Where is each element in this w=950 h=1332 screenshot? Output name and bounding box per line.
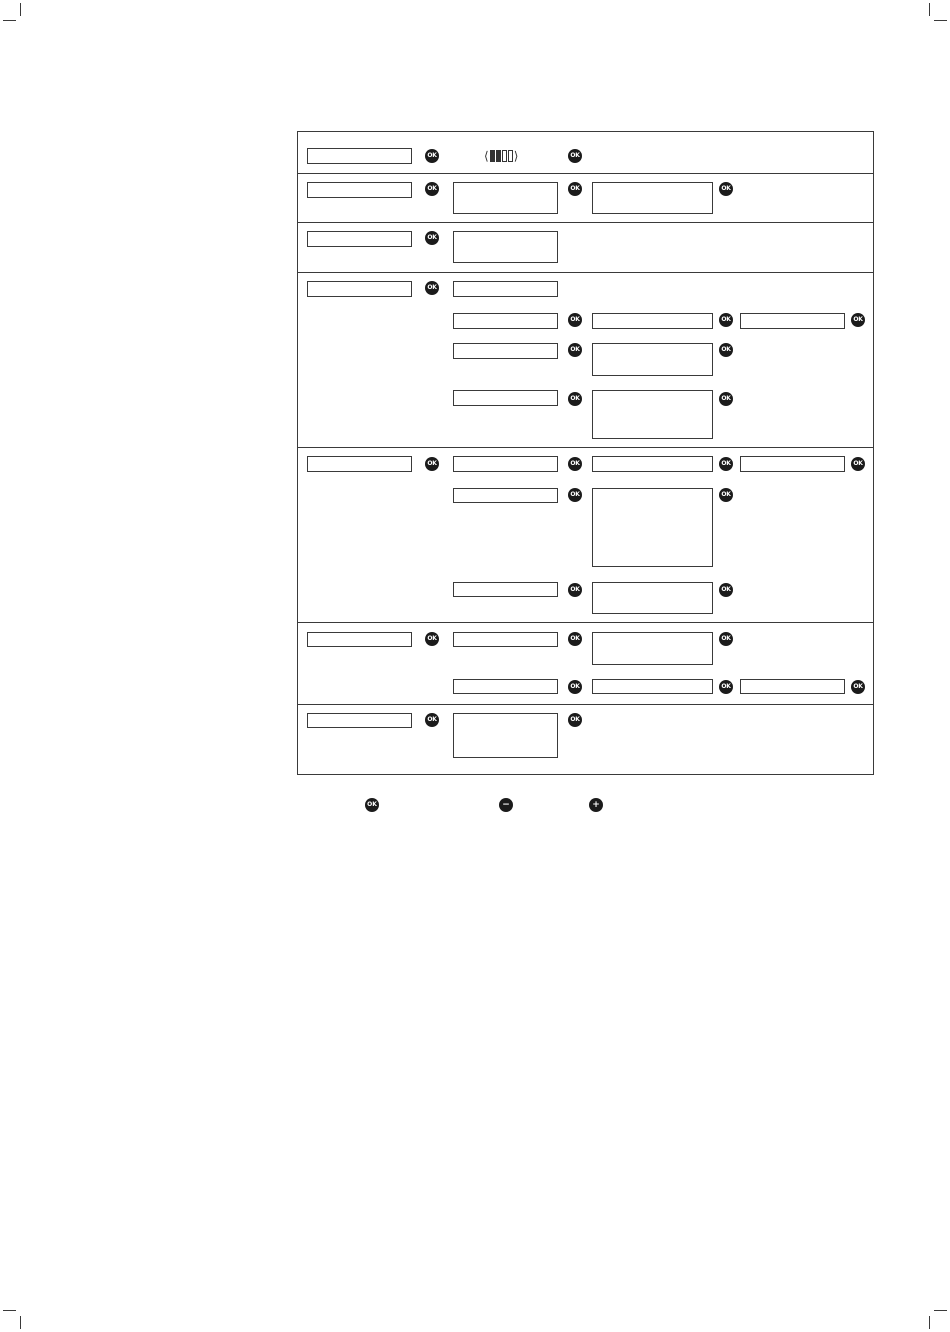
ok-key-icon: OK [719,182,733,196]
submenu-box [740,456,845,472]
ok-key-icon: OK [425,231,439,245]
ok-key-icon: OK [568,488,582,502]
ok-key-icon: OK [568,149,582,163]
row-separator [298,622,873,623]
menu-box [307,182,412,198]
menu-box [307,632,412,647]
ok-key-icon: OK [719,392,733,406]
legend-minus-key-icon: − [499,798,513,812]
crop-mark [20,1316,21,1329]
ok-key-icon: OK [568,632,582,646]
ok-key-icon: OK [719,343,733,357]
ok-key-icon: OK [568,583,582,597]
submenu-box [453,679,558,694]
ok-key-icon: OK [425,457,439,471]
ok-key-icon: OK [568,343,582,357]
ok-key-icon: OK [568,680,582,694]
menu-box [307,148,412,164]
ok-key-icon: OK [568,713,582,727]
crop-mark [20,3,21,16]
menu-flow-diagram [297,131,874,775]
submenu-box [453,390,558,406]
legend-plus-key-icon: + [589,798,603,812]
display-box [592,182,713,214]
row-separator [298,222,873,223]
ok-key-icon: OK [568,457,582,471]
display-box [592,582,713,614]
menu-box [307,281,412,297]
row-separator [298,704,873,705]
battery-level-icon: ⟨ ⟩ [484,149,519,163]
submenu-box [592,679,713,694]
display-box [592,343,713,376]
display-box [592,488,713,567]
ok-key-icon: OK [719,457,733,471]
crop-mark [3,1310,16,1311]
ok-key-icon: OK [568,392,582,406]
submenu-box [592,313,713,329]
submenu-box [740,313,845,329]
row-separator [298,447,873,448]
crop-mark [929,3,930,16]
row-separator [298,173,873,174]
row-separator [298,272,873,273]
crop-mark [934,1310,947,1311]
ok-key-icon: OK [425,149,439,163]
ok-key-icon: OK [851,680,865,694]
ok-key-icon: OK [719,488,733,502]
menu-box [307,231,412,247]
ok-key-icon: OK [851,313,865,327]
legend-ok-key-icon: OK [365,798,379,812]
crop-mark [929,1316,930,1329]
display-box [453,231,558,263]
ok-key-icon: OK [425,182,439,196]
ok-key-icon: OK [719,313,733,327]
ok-key-icon: OK [719,583,733,597]
display-box [453,182,558,214]
ok-key-icon: OK [425,281,439,295]
display-box [592,632,713,665]
ok-key-icon: OK [851,457,865,471]
ok-key-icon: OK [568,313,582,327]
ok-key-icon: OK [425,713,439,727]
ok-key-icon: OK [719,680,733,694]
ok-key-icon: OK [425,632,439,646]
submenu-box [740,679,845,694]
crop-mark [3,20,16,21]
display-box [453,713,558,758]
submenu-box [453,281,558,297]
submenu-box [453,343,558,359]
menu-box [307,713,412,728]
display-box [592,390,713,439]
submenu-box [453,313,558,329]
ok-key-icon: OK [568,182,582,196]
crop-mark [934,20,947,21]
menu-box [307,456,412,472]
submenu-box [453,456,558,472]
ok-key-icon: OK [719,632,733,646]
submenu-box [592,456,713,472]
submenu-box [453,488,558,503]
submenu-box [453,632,558,647]
submenu-box [453,582,558,597]
